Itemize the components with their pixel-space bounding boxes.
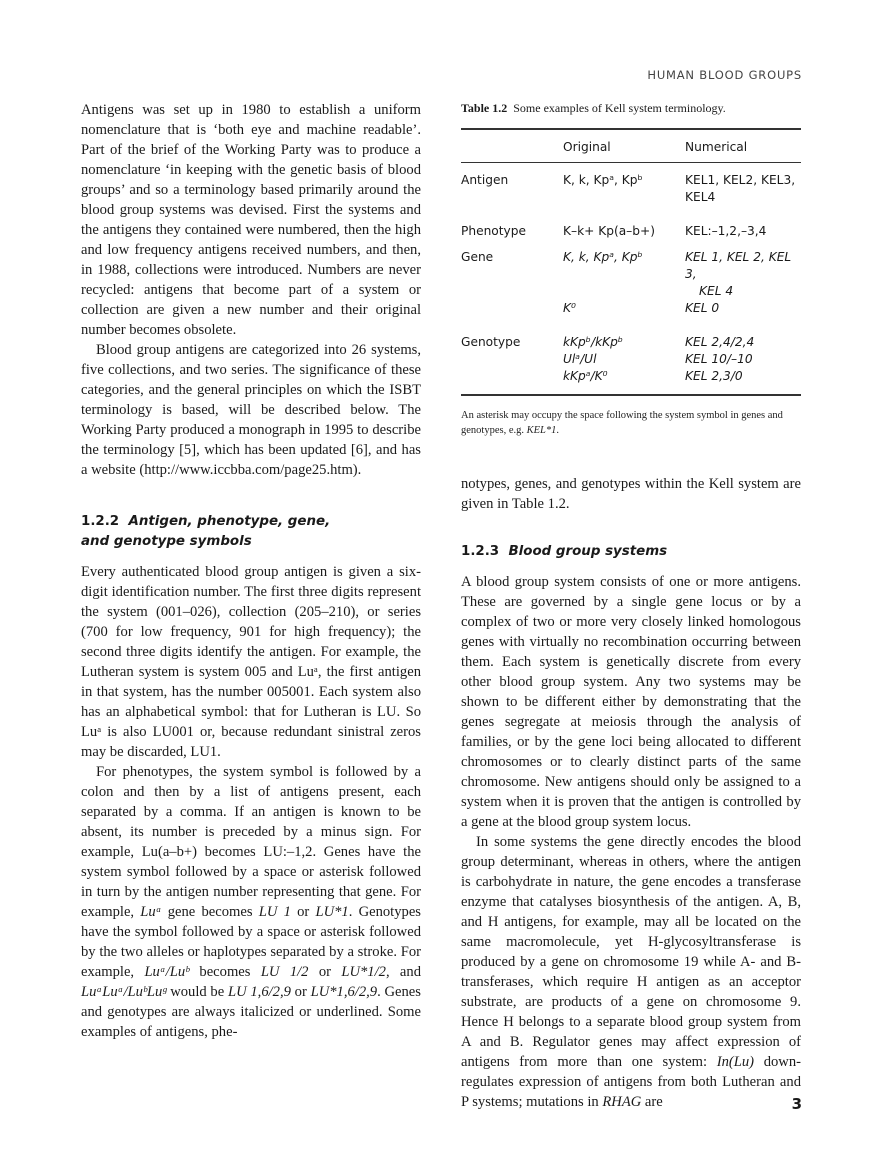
section-number: 1.2.3 [461,544,500,559]
gene-symbol: RHAG [602,1094,642,1110]
page-number: 3 [791,1095,802,1113]
text-run: are [641,1094,663,1110]
table-row-antigen [461,163,801,207]
text-run: down-regulates expression of antigens from both Lutheran and P systems; mutations in [461,1054,801,1110]
right-paragraph-3 [461,832,801,1112]
cell-original: kKpᵃ/K⁰ [563,368,685,395]
row-label-blank [461,300,563,317]
cell-original: Ulᵃ/Ul [563,352,597,366]
gene-symbol: LU*1,6/2,9 [310,984,378,1000]
table-caption [461,100,801,116]
gene-symbol: Luᵃ/Luᵇ [144,964,190,980]
text-run: . Genes and genotypes are always italicized or underlined. Some examples of antigens, phe- [81,984,421,1040]
cell-numerical-line: KEL 4 [699,284,734,298]
section-heading-1-2-2 [81,512,341,552]
text-run: or [308,964,342,980]
left-paragraph-4 [81,762,421,1042]
section-title: Blood group systems [508,544,668,559]
text-run: , and [385,964,422,980]
row-label: Genotype [461,335,521,349]
table-header-row [461,129,801,163]
cell-original: K, k, Kpᵃ, Kpᵇ [563,173,643,187]
left-paragraph-1: Antigens was set up in 1980 to establish a uniform nomenclature that is ‘both eye and machine readable’. Part of the brief of the Working Party was to produce a nomenclature ‘in keeping with the genetic basis of blood groups’ and so a terminology based primarily around the blood group systems was devised. First the systems and the antigens they contained were numbered, then the high and low frequency antigens received numbers, and then, in 1988, collections were introduced. Numbers are never recycled: antigens that become part of a system or collection are given a new number and their original number becomes obsolete. [81,102,421,338]
text-run: gene becomes [161,904,259,920]
text-run: . Genotypes have the symbol followed by a space or asterisk followed by the two alleles or haplotypes separated by a stroke. For example, [81,904,421,980]
gene-symbol: LU 1,6/2,9 [227,984,291,1000]
gene-symbol: KEL*1 [526,425,557,436]
text-run: becomes [189,964,261,980]
gene-symbol: LuᵃLuᵃ/LuᵇLuᵍ [81,984,167,1000]
cell-numerical [685,240,801,300]
row-label: Gene [461,250,494,264]
text-run: An asterisk may occupy the space following the system symbol in genes and genotypes, e.g. [461,410,783,436]
table-label: Table 1.2 [461,101,508,115]
table-footnote [461,408,801,438]
table-caption-text: Some examples of Kell system terminology. [513,101,726,115]
cell-original: kKpᵇ/kKpᵇ [563,335,624,349]
text-run: or [290,984,311,1000]
row-label: Phenotype [461,224,526,238]
text-run: would be [166,984,228,1000]
table-row-gene-2 [461,300,801,317]
running-head: HUMAN BLOOD GROUPS [647,68,802,82]
table-row-genotype [461,317,801,351]
cell-numerical: KEL 0 [685,301,720,315]
section-number: 1.2.2 [81,514,120,529]
text-run: For phenotypes, the system symbol is followed by a colon and then by a list of antigens present, each separated by a comma. If an antigen is known to be absent, its number is preceded by a minus sign. For example, Lu(a–b+) becomes LU:–1,2. Genes have the system symbol followed by a space or asterisk followed in turn by the antigen number representing that gene. For example, [81,764,421,920]
table-row-gene [461,240,801,300]
gene-symbol: Luᵃ [140,904,162,920]
cell-numerical: KEL:–1,2,–3,4 [685,224,767,238]
text-run: or [290,904,316,920]
row-label-blank [461,351,563,368]
cell-original: K⁰ [563,301,576,315]
right-column [461,100,801,1112]
cell-numerical-line: KEL 1, KEL 2, KEL 3, [685,250,792,281]
cell-numerical: KEL 2,3/0 [685,368,801,395]
gene-symbol: LU*1/2 [341,964,386,980]
section-heading-1-2-3 [461,542,801,562]
left-column [81,100,421,1042]
cell-original: K–k+ Kp(a–b+) [563,224,655,238]
cell-numerical: KEL 2,4/2,4 [685,335,755,349]
kell-terminology-table [461,128,801,396]
text-run: . [556,425,560,436]
header-numerical: Numerical [685,129,801,163]
gene-symbol: LU 1/2 [260,964,309,980]
cell-original: K, k, Kpᵃ, Kpᵇ [563,250,643,264]
cell-numerical: KEL 10/–10 [685,352,753,366]
table-row-genotype-2 [461,351,801,368]
row-label-blank [461,368,563,395]
header-original: Original [563,129,685,163]
gene-symbol: LU*1 [315,904,349,920]
right-paragraph-2: A blood group system consists of one or more antigens. These are governed by a single gene locus or by a complex of two or more very closely linked homologous genes with virtually no recombination occurring between them. Each system is genetically discrete from every other blood group system. Any two systems may be shown to be different either by demonstrating that the genes segregate at meiosis through the analysis of families, or by the gene loci being allocated to different chromosomes or to clearly distinct parts of the same chromosome. New antigens should only be assigned to a system when it is proven that the antigen is controlled by a gene at the blood group system locus. [461,574,801,830]
gene-symbol: LU 1 [258,904,291,920]
section-title: Antigen, phenotype, gene, and genotype symbols [81,514,331,549]
text-run: In some systems the gene directly encodes the blood group determinant, whereas in others, where the antigen is carbohydrate in nature, the gene encodes a transferase enzyme that catalyses biosynthesis of the antigen. A, B, and H antigens, for example, may all be located on the same macromolecule, yet H-glycosyltransferase is produced by a gene on chromosome 19 while A- and B-transferases, which require H antigen as an acceptor substrate, are products of a gene on chromosome 9. Hence H belongs to a separate blood group system from A and B. Regulator genes may affect expression of antigens from more than one system: [461,834,801,1070]
gene-symbol: In(Lu) [716,1054,755,1070]
left-paragraph-2: Blood group antigens are categorized into 26 systems, five collections, and two series. The significance of these categories, and the general principles on which the ISBT terminology is based, will be described below. The Working Party produced a monograph in 1995 to describe the terminology [5], which has been updated [6], and has a website (http://www.iccbba.com/page25.htm). [81,342,421,478]
table-row-phenotype [461,206,801,240]
row-label: Antigen [461,173,509,187]
cell-numerical: KEL1, KEL2, KEL3, KEL4 [685,173,796,204]
header-blank [461,129,563,163]
left-paragraph-3: Every authenticated blood group antigen is given a six-digit identification number. The first three digits represent the system (001–026), collection (205–210), or series (700 for low frequency, 901 for high frequency); the second three digits identify the antigen. For example, the Lutheran system is system 005 and Luᵃ, the first antigen in that system, has the number 005001. Each system also has an alphabetical symbol: that for Lutheran is LU. So Luᵃ is also LU001 or, because redundant sinistral zeros may be discarded, LU1. [81,564,421,760]
right-paragraph-1: notypes, genes, and genotypes within the Kell system are given in Table 1.2. [461,476,801,512]
table-row-genotype-3 [461,368,801,395]
